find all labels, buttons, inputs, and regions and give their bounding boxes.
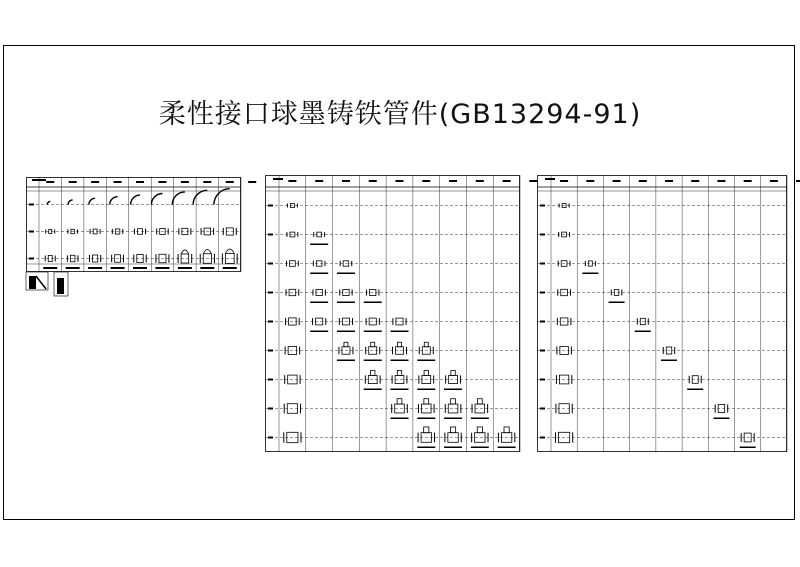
elbow-arc — [172, 192, 185, 205]
row-label-mark — [268, 205, 273, 207]
row-label-mark — [540, 437, 545, 439]
note-mark — [337, 360, 355, 362]
header-label-mark — [744, 180, 752, 182]
footer-label-mark — [200, 267, 214, 269]
fitting-symbol — [419, 342, 433, 354]
fitting-branch — [424, 399, 429, 404]
row-label-mark — [268, 350, 273, 352]
note-mark — [713, 418, 729, 420]
fitting-symbol — [313, 318, 326, 325]
fitting-symbol — [392, 399, 408, 413]
note-mark — [337, 331, 355, 333]
footer-label-mark — [155, 267, 169, 269]
note-mark — [310, 244, 328, 246]
detail-fill-2 — [57, 278, 64, 294]
header-label-mark — [396, 180, 404, 182]
note-mark — [661, 360, 677, 362]
fitting-symbol — [200, 249, 214, 263]
fitting-cap — [203, 249, 211, 253]
header-label-mark — [717, 180, 725, 182]
header-label-mark — [158, 181, 166, 183]
table-title-mark — [273, 178, 283, 180]
fitting-branch — [424, 427, 429, 433]
note-mark — [391, 418, 409, 420]
header-label-mark — [476, 180, 484, 182]
note-mark — [417, 360, 435, 362]
fitting-branch — [451, 370, 455, 375]
header-label-mark — [369, 180, 377, 182]
note-mark — [391, 331, 409, 333]
note-mark — [417, 447, 435, 449]
fitting-symbol — [393, 318, 406, 325]
header-label-mark — [796, 180, 800, 182]
fitting-symbol — [445, 399, 461, 413]
header-label-mark — [770, 180, 778, 182]
note-mark — [391, 389, 409, 391]
row-label-mark — [29, 231, 34, 233]
note-mark — [444, 447, 462, 449]
note-mark — [337, 302, 355, 304]
note-mark — [635, 331, 651, 333]
note-mark — [364, 389, 382, 391]
fitting-branch — [450, 427, 455, 433]
note-mark — [310, 273, 328, 275]
row-label-mark — [268, 437, 273, 439]
note-mark — [310, 302, 328, 304]
row-label-mark — [268, 234, 273, 236]
note-mark — [417, 389, 435, 391]
note-mark — [364, 302, 382, 304]
note-mark — [417, 418, 435, 420]
fitting-symbol — [446, 370, 461, 383]
row-label-mark — [540, 263, 545, 265]
header-label-mark — [342, 180, 350, 182]
fitting-symbol — [472, 399, 488, 413]
header-label-mark — [203, 181, 211, 183]
header-label-mark — [91, 181, 99, 183]
note-mark — [444, 418, 462, 420]
header-label-mark — [449, 180, 457, 182]
fitting-symbol — [366, 342, 380, 354]
fitting-branch — [397, 370, 401, 375]
fitting-symbol — [393, 342, 407, 354]
note-mark — [310, 331, 328, 333]
fitting-branch — [477, 427, 482, 433]
fitting-symbol — [472, 427, 488, 442]
fitting-symbol — [313, 289, 325, 295]
detail-thumbnails — [26, 272, 86, 302]
note-mark — [471, 447, 489, 449]
fitting-symbol — [178, 250, 192, 263]
note-mark — [471, 418, 489, 420]
row-label-mark — [268, 321, 273, 323]
fitting-cap — [225, 249, 234, 254]
header-label-mark — [560, 180, 568, 182]
fitting-branch — [477, 399, 482, 404]
header-label-mark — [288, 180, 296, 182]
row-label-mark — [29, 204, 34, 206]
drawing-title: 柔性接口球墨铸铁管件(GB13294-91) — [158, 99, 642, 130]
footer-label-mark — [178, 267, 192, 269]
row-label-mark — [268, 408, 273, 410]
row-label-mark — [540, 205, 545, 207]
header-label-mark — [315, 180, 323, 182]
note-mark — [444, 389, 462, 391]
fitting-symbol — [498, 427, 514, 442]
footer-label-mark — [43, 267, 57, 269]
header-label-mark — [248, 181, 256, 183]
row-label-mark — [540, 350, 545, 352]
fitting-symbol — [418, 427, 434, 442]
header-label-mark — [181, 181, 189, 183]
elbow-arc — [131, 195, 140, 204]
fitting-branch — [424, 370, 428, 375]
table-border — [538, 176, 787, 452]
fitting-symbol — [339, 342, 353, 354]
elbow-fittings-table — [26, 177, 241, 272]
fitting-symbol — [445, 427, 461, 442]
fitting-branch — [344, 342, 348, 347]
row-label-mark — [268, 263, 273, 265]
elbow-arc — [110, 197, 118, 205]
row-label-mark — [268, 379, 273, 381]
row-label-mark — [540, 321, 545, 323]
fitting-branch — [424, 342, 428, 347]
fitting-branch — [504, 427, 509, 433]
table-title-mark — [32, 179, 46, 181]
detail-fill-1 — [29, 276, 36, 289]
header-label-mark — [136, 181, 144, 183]
footer-label-mark — [88, 267, 102, 269]
row-label-mark — [540, 292, 545, 294]
fitting-symbol — [222, 249, 237, 264]
note-mark — [498, 447, 516, 449]
row-label-mark — [29, 258, 34, 260]
elbow-arc — [47, 202, 50, 205]
fitting-symbol — [365, 370, 380, 383]
reducer-fittings-table — [537, 175, 787, 452]
fitting-symbol — [392, 370, 407, 383]
table-title-mark — [545, 178, 555, 180]
header-label-mark — [691, 180, 699, 182]
footer-label-mark — [111, 267, 125, 269]
header-label-mark — [114, 181, 122, 183]
table-border — [266, 176, 520, 452]
row-label-mark — [540, 379, 545, 381]
fitting-branch — [371, 370, 375, 375]
header-label-mark — [613, 180, 621, 182]
header-label-mark — [69, 181, 77, 183]
fitting-branch — [397, 399, 402, 404]
header-label-mark — [503, 180, 511, 182]
header-label-mark — [46, 181, 54, 183]
header-label-mark — [226, 181, 234, 183]
footer-label-mark — [66, 267, 80, 269]
elbow-arc — [151, 194, 162, 205]
fitting-symbol — [223, 228, 236, 235]
note-mark — [687, 389, 703, 391]
fitting-cap — [181, 250, 189, 254]
note-mark — [391, 360, 409, 362]
fitting-symbol — [419, 370, 434, 383]
row-label-mark — [540, 408, 545, 410]
fitting-branch — [451, 399, 456, 404]
fitting-symbol — [179, 228, 191, 234]
fitting-symbol — [418, 399, 434, 413]
note-mark — [364, 331, 382, 333]
note-mark — [337, 273, 355, 275]
row-label-mark — [540, 234, 545, 236]
header-label-mark — [422, 180, 430, 182]
fitting-symbol — [134, 255, 146, 263]
tee-fittings-table — [265, 175, 520, 452]
note-mark — [609, 302, 625, 304]
footer-label-mark — [223, 267, 237, 269]
elbow-arc — [68, 200, 73, 205]
row-label-mark — [268, 292, 273, 294]
header-label-mark — [665, 180, 673, 182]
fitting-branch — [371, 342, 375, 347]
note-mark — [582, 273, 598, 275]
elbow-arc — [89, 198, 95, 204]
header-label-mark — [586, 180, 594, 182]
elbow-arc — [193, 190, 207, 204]
header-label-mark — [639, 180, 647, 182]
fitting-branch — [398, 342, 402, 347]
note-mark — [740, 447, 756, 449]
footer-label-mark — [133, 267, 147, 269]
note-mark — [364, 360, 382, 362]
